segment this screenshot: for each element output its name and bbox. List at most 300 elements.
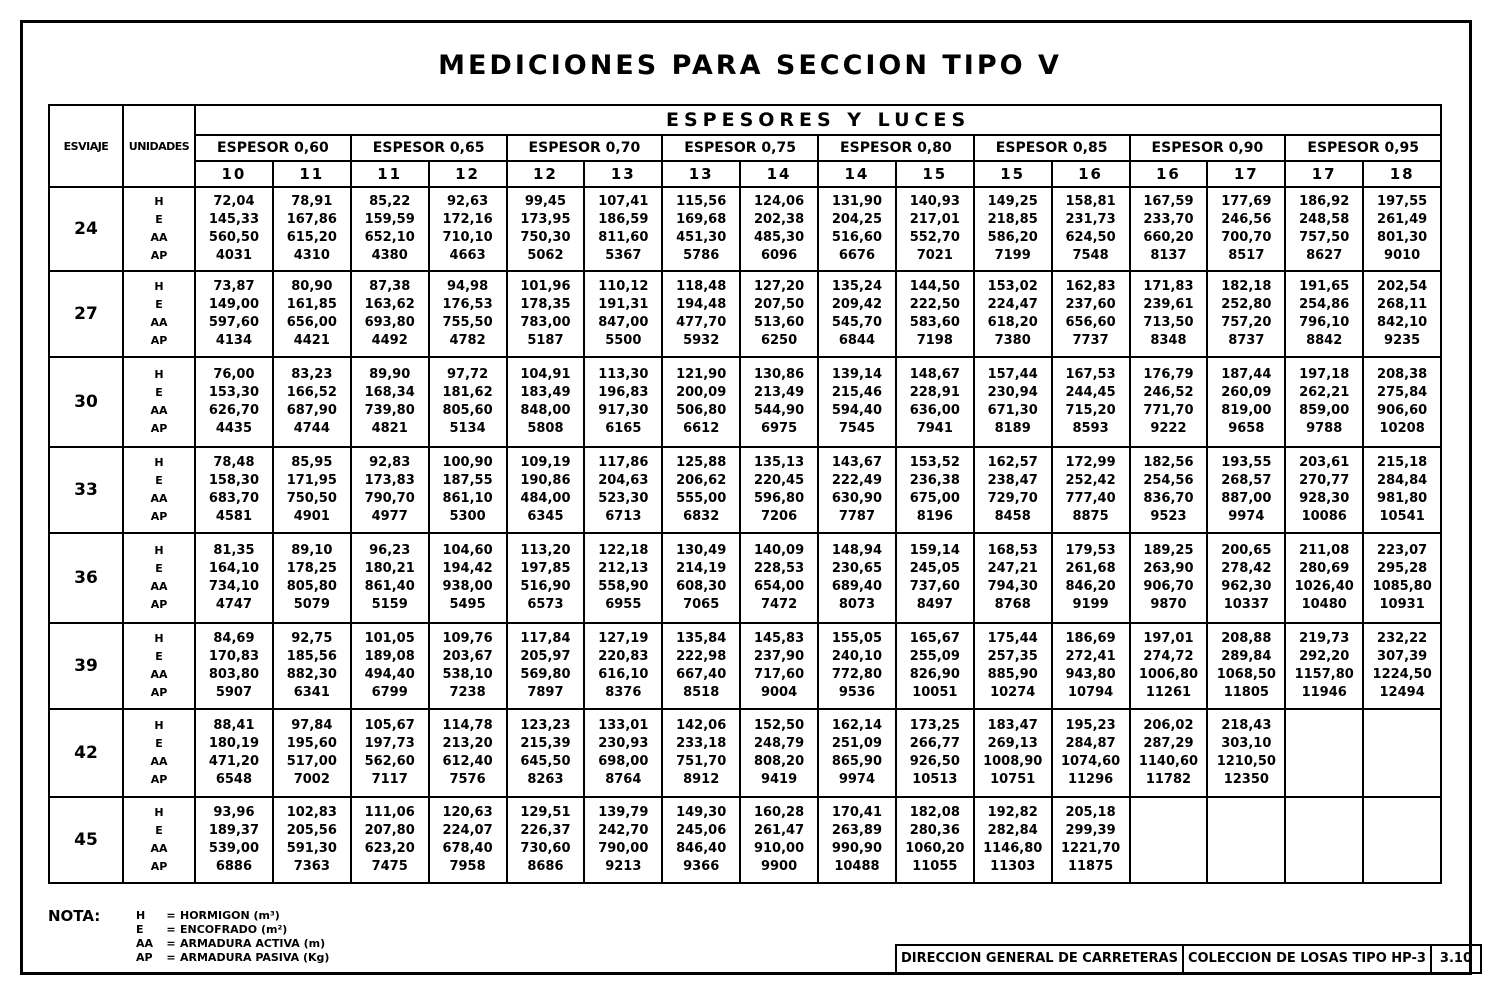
data-cell [195,271,273,357]
cell-value: 127,19 [598,631,649,646]
cell-value: 836,70 [1143,491,1194,506]
unit-label: AA [150,668,168,681]
data-cell [974,187,1052,271]
cell-value: 796,10 [1299,315,1350,330]
data-cell [818,187,896,271]
unit-label: AP [150,510,168,523]
data-cell [195,357,273,447]
cell-value: 819,00 [1221,403,1272,418]
data-cell [273,797,351,883]
header-luz: 18 [1363,161,1441,187]
header-luz: 16 [1130,161,1208,187]
cell-value: 729,70 [987,491,1038,506]
cell-value: 230,94 [987,385,1038,400]
cell-value: 205,18 [1065,805,1116,820]
cell-value: 538,10 [442,667,493,682]
cell-value: 145,83 [753,631,805,646]
cell-value: 73,87 [213,279,255,294]
data-cell [974,709,1052,797]
cell-value: 4782 [449,333,486,348]
cell-value: 7363 [293,859,330,874]
units-cell [123,357,195,447]
data-cell [1363,447,1441,533]
empty-cell [1363,709,1441,797]
cell-value: 5495 [449,597,486,612]
cell-value: 7206 [760,509,798,524]
data-cell [1130,623,1208,709]
cell-value: 161,85 [286,297,337,312]
legend-text: ARMADURA PASIVA (Kg) [180,951,330,964]
data-cell [1130,533,1208,623]
data-cell [584,709,662,797]
esviaje-value: 24 [49,187,123,271]
cell-value: 252,42 [1065,473,1116,488]
cell-value: 114,78 [442,718,493,733]
cell-value: 516,90 [520,579,571,594]
data-cell [662,447,740,533]
cell-value: 163,62 [364,297,415,312]
cell-value: 262,21 [1299,385,1350,400]
cell-value: 97,72 [447,367,489,382]
cell-value: 9900 [760,859,798,874]
data-cell [1052,187,1130,271]
cell-value: 4310 [293,248,330,263]
cell-value: 10488 [834,859,880,874]
cell-value: 157,44 [987,367,1038,382]
cell-value: 218,43 [1221,718,1272,733]
cell-value: 205,97 [520,649,571,664]
cell-value: 8497 [916,597,953,612]
cell-value: 11296 [1067,772,1114,787]
cell-value: 220,45 [753,473,805,488]
cell-value: 186,59 [598,212,649,227]
data-cell [429,447,507,533]
legend-text: HORMIGON (m³) [180,909,280,922]
cell-value: 194,42 [442,561,493,576]
cell-value: 790,70 [364,491,415,506]
data-cell [1207,357,1285,447]
unit-label: AP [150,598,168,611]
cell-value: 471,20 [208,754,260,769]
esviaje-value: 33 [49,447,123,533]
cell-value: 191,31 [598,297,649,312]
header-unidades: UNIDADES [123,105,195,187]
unit-label: AA [150,842,168,855]
cell-value: 8593 [1072,421,1109,436]
unit-label: H [154,544,164,557]
table-row [49,623,1441,709]
cell-value: 244,45 [1065,385,1116,400]
cell-value: 7576 [449,772,486,787]
unit-label: E [155,650,163,663]
cell-value: 228,53 [753,561,805,576]
cell-value: 102,83 [286,805,337,820]
cell-value: 153,02 [987,279,1038,294]
cell-value: 223,07 [1377,543,1428,558]
cell-value: 178,35 [520,297,571,312]
cell-value: 208,88 [1221,631,1272,646]
cell-value: 636,00 [909,403,960,418]
table-row [49,709,1441,797]
data-cell [195,187,273,271]
cell-value: 671,30 [987,403,1038,418]
cell-value: 4421 [293,333,330,348]
cell-value: 8518 [683,685,720,700]
cell-value: 9536 [838,685,876,700]
unit-label: E [155,562,163,575]
cell-value: 6165 [605,421,642,436]
cell-value: 9658 [1228,421,1265,436]
empty-cell [1285,709,1363,797]
cell-value: 170,41 [831,805,883,820]
unit-label: E [155,737,163,750]
cell-value: 826,90 [909,667,960,682]
cell-value: 220,83 [598,649,649,664]
cell-value: 591,30 [286,841,337,856]
cell-value: 130,86 [753,367,805,382]
cell-value: 231,73 [1065,212,1116,227]
cell-value: 180,21 [364,561,415,576]
cell-value: 211,08 [1299,543,1350,558]
title-block [895,944,1482,974]
data-cell [818,623,896,709]
cell-value: 6341 [293,685,330,700]
data-cell [1207,533,1285,623]
cell-value: 247,21 [987,561,1038,576]
cell-value: 252,80 [1221,297,1272,312]
data-cell [351,447,429,533]
data-cell [429,709,507,797]
cell-value: 6844 [838,333,876,348]
cell-value: 226,37 [520,823,571,838]
data-cell [429,357,507,447]
cell-value: 846,40 [676,841,727,856]
cell-value: 4492 [371,333,408,348]
cell-value: 248,58 [1299,212,1350,227]
data-cell [896,533,974,623]
cell-value: 130,49 [676,543,727,558]
data-cell [740,357,818,447]
cell-value: 7380 [994,333,1031,348]
cell-value: 176,79 [1143,367,1194,382]
cell-value: 170,83 [208,649,260,664]
esviaje-value: 42 [49,709,123,797]
cell-value: 168,34 [364,385,415,400]
data-cell [896,271,974,357]
data-cell [351,797,429,883]
data-cell [273,533,351,623]
cell-value: 7548 [1072,248,1109,263]
cell-value: 10274 [990,685,1036,700]
cell-value: 8263 [527,772,564,787]
cell-value: 5500 [605,333,642,348]
cell-value: 93,96 [213,805,255,820]
cell-value: 6713 [605,509,642,524]
data-cell [1207,709,1285,797]
cell-value: 516,60 [831,230,883,245]
cell-value: 8137 [1150,248,1187,263]
table-row [49,357,1441,447]
legend-item [136,909,329,923]
cell-value: 94,98 [447,279,489,294]
cell-value: 118,48 [676,279,727,294]
cell-value: 215,18 [1377,455,1428,470]
cell-value: 8686 [527,859,564,874]
cell-value: 811,60 [598,230,649,245]
cell-value: 623,20 [364,841,415,856]
cell-value: 558,90 [598,579,649,594]
cell-value: 737,60 [909,579,960,594]
cell-value: 6573 [527,597,564,612]
data-cell [740,447,818,533]
legend-sep: = [166,923,176,936]
cell-value: 215,46 [831,385,883,400]
cell-value: 121,90 [676,367,727,382]
data-cell [740,187,818,271]
unit-label: H [154,632,164,645]
cell-value: 928,30 [1299,491,1350,506]
data-cell [507,271,585,357]
cell-value: 6345 [527,509,564,524]
empty-cell [1130,797,1208,883]
cell-value: 192,82 [987,805,1038,820]
legend-sep: = [166,937,176,950]
units-cell [123,447,195,533]
legend-sep: = [166,951,176,964]
cell-value: 683,70 [208,491,260,506]
cell-value: 10751 [990,772,1036,787]
cell-value: 181,62 [442,385,493,400]
cell-value: 282,84 [987,823,1038,838]
cell-value: 938,00 [442,579,493,594]
cell-value: 713,50 [1143,315,1194,330]
data-cell [273,187,351,271]
cell-value: 139,79 [598,805,649,820]
unit-label: E [155,213,163,226]
data-cell [351,623,429,709]
cell-value: 8627 [1306,248,1343,263]
data-cell [195,447,273,533]
cell-value: 771,70 [1143,403,1194,418]
header-luz: 11 [351,161,429,187]
cell-value: 7021 [916,248,953,263]
header-luz: 10 [195,161,273,187]
data-cell [818,797,896,883]
cell-value: 615,20 [286,230,337,245]
cell-value: 757,20 [1221,315,1272,330]
legend-item [136,951,329,965]
cell-value: 7238 [449,685,486,700]
cell-value: 5367 [605,248,642,263]
cell-value: 6250 [760,333,798,348]
cell-value: 5300 [449,509,486,524]
cell-value: 287,29 [1143,736,1194,751]
empty-cell [1363,797,1441,883]
cell-value: 10794 [1067,685,1114,700]
cell-value: 7472 [760,597,798,612]
legend-key: AP [136,951,153,964]
cell-value: 12494 [1379,685,1425,700]
cell-value: 847,00 [598,315,649,330]
cell-value: 143,67 [831,455,883,470]
cell-value: 8458 [994,509,1031,524]
cell-value: 246,52 [1143,385,1194,400]
cell-value: 233,18 [676,736,727,751]
data-cell [1363,271,1441,357]
cell-value: 678,40 [442,841,493,856]
cell-value: 630,90 [831,491,883,506]
cell-value: 7737 [1072,333,1109,348]
cell-value: 202,38 [753,212,805,227]
cell-value: 152,50 [753,718,805,733]
cell-value: 115,56 [676,194,727,209]
data-cell [584,533,662,623]
cell-value: 251,09 [831,736,883,751]
cell-value: 196,83 [598,385,649,400]
cell-value: 8764 [605,772,642,787]
cell-value: 80,90 [291,279,333,294]
cell-value: 4581 [215,509,253,524]
cell-value: 11055 [912,859,958,874]
cell-value: 205,56 [286,823,337,838]
cell-value: 10513 [912,772,958,787]
table-row [49,447,1441,533]
cell-value: 261,49 [1377,212,1428,227]
cell-value: 144,50 [909,279,960,294]
data-cell [1363,187,1441,271]
cell-value: 4901 [293,509,330,524]
cell-value: 212,13 [598,561,649,576]
cell-value: 280,69 [1299,561,1350,576]
cell-value: 865,90 [831,754,883,769]
data-cell [662,623,740,709]
cell-value: 1224,50 [1372,667,1432,682]
data-cell [662,357,740,447]
cell-value: 654,00 [753,579,805,594]
cell-value: 81,35 [213,543,255,558]
data-cell [351,187,429,271]
cell-value: 222,98 [676,649,727,664]
cell-value: 236,38 [909,473,960,488]
cell-value: 133,01 [598,718,649,733]
cell-value: 162,14 [831,718,883,733]
cell-value: 275,84 [1377,385,1428,400]
cell-value: 215,39 [520,736,571,751]
data-cell [429,533,507,623]
unit-label: AA [150,316,168,329]
header-espesor: ESPESOR 0,75 [662,135,818,161]
cell-value: 207,50 [753,297,805,312]
units-cell [123,533,195,623]
footer-sheet-number: 3.10 [1439,951,1472,966]
cell-value: 4380 [371,248,408,263]
cell-value: 92,63 [447,194,489,209]
cell-value: 135,84 [676,631,727,646]
unit-label: E [155,474,163,487]
cell-value: 189,25 [1143,543,1194,558]
cell-value: 1210,50 [1216,754,1276,769]
cell-value: 214,19 [676,561,727,576]
cell-value: 78,91 [291,194,333,209]
cell-value: 124,06 [753,194,805,209]
cell-value: 7199 [994,248,1031,263]
cell-value: 179,53 [1065,543,1116,558]
cell-value: 717,60 [753,667,805,682]
cell-value: 5062 [527,248,564,263]
cell-value: 140,93 [909,194,960,209]
cell-value: 846,20 [1065,579,1116,594]
cell-value: 4031 [215,248,253,263]
cell-value: 175,44 [987,631,1038,646]
cell-value: 182,08 [909,805,960,820]
cell-value: 805,60 [442,403,493,418]
data-cell [273,271,351,357]
cell-value: 689,40 [831,579,883,594]
units-cell [123,709,195,797]
cell-value: 11261 [1145,685,1192,700]
unit-label: H [154,368,164,381]
cell-value: 555,00 [676,491,727,506]
esviaje-value: 27 [49,271,123,357]
data-cell [429,271,507,357]
cell-value: 926,50 [909,754,960,769]
cell-value: 122,18 [598,543,649,558]
cell-value: 203,67 [442,649,493,664]
cell-value: 203,61 [1299,455,1350,470]
cell-value: 197,73 [364,736,415,751]
legend-item [136,923,329,937]
header-luz: 15 [974,161,1052,187]
cell-value: 213,49 [753,385,805,400]
cell-value: 224,47 [987,297,1038,312]
cell-value: 10480 [1301,597,1347,612]
cell-value: 171,83 [1143,279,1194,294]
cell-value: 698,00 [598,754,649,769]
unit-label: AP [150,422,168,435]
cell-value: 750,50 [286,491,337,506]
cell-value: 176,53 [442,297,493,312]
data-cell [896,709,974,797]
unit-label: AA [150,755,168,768]
cell-value: 11946 [1301,685,1347,700]
cell-value: 848,00 [520,403,571,418]
unit-label: H [154,456,164,469]
cell-value: 159,59 [364,212,415,227]
cell-value: 8073 [838,597,876,612]
legend-key: AA [136,937,154,950]
cell-value: 197,85 [520,561,571,576]
cell-value: 191,65 [1299,279,1350,294]
cell-value: 88,41 [213,718,255,733]
data-cell [1207,623,1285,709]
cell-value: 89,10 [291,543,333,558]
cell-value: 1074,60 [1060,754,1121,769]
nota-label: NOTA: [48,907,101,925]
data-cell [1363,533,1441,623]
data-cell [507,187,585,271]
cell-value: 165,67 [909,631,960,646]
unit-label: E [155,298,163,311]
cell-value: 96,23 [369,543,411,558]
cell-value: 626,70 [208,403,260,418]
data-cell [1130,709,1208,797]
cell-value: 135,24 [831,279,883,294]
cell-value: 943,80 [1065,667,1116,682]
esviaje-value: 36 [49,533,123,623]
cell-value: 981,80 [1377,491,1428,506]
cell-value: 101,05 [364,631,415,646]
data-cell [195,623,273,709]
